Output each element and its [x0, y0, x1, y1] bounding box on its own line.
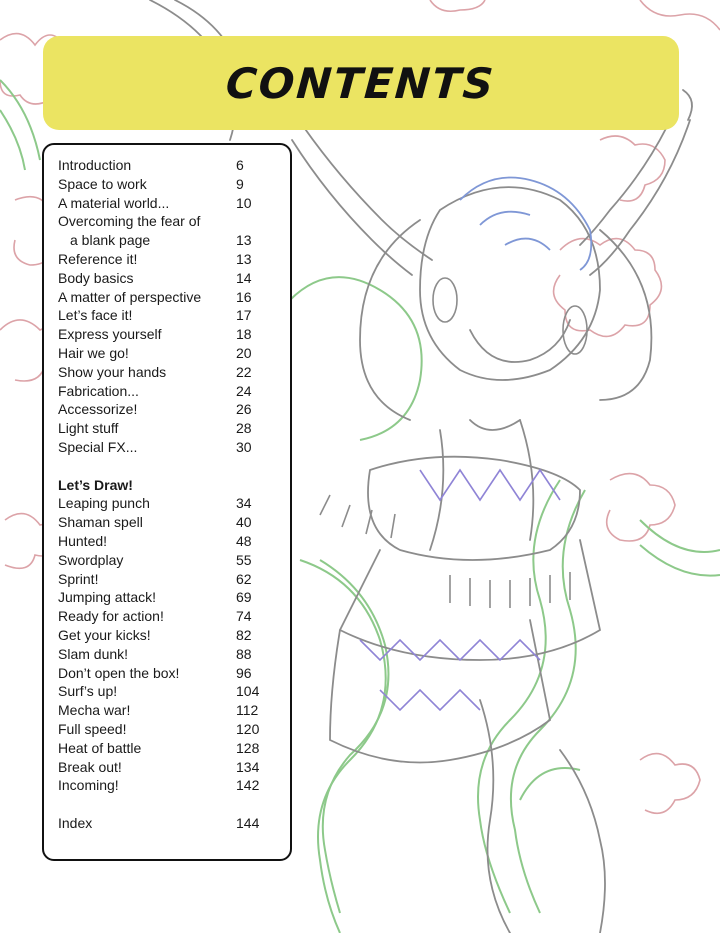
toc-entry-page: 55 — [236, 551, 252, 568]
toc-entry-title: Mecha war! — [58, 702, 131, 719]
toc-entry — [58, 720, 278, 739]
section-heading — [58, 476, 278, 495]
toc-entry — [58, 513, 278, 532]
toc-entry-page: 128 — [236, 739, 260, 756]
toc-entry-page: 34 — [236, 495, 252, 512]
toc-entry-page: 62 — [236, 570, 252, 587]
toc-entry — [58, 776, 278, 795]
toc-entry-title: Special FX... — [58, 438, 138, 455]
toc-entry — [58, 194, 278, 213]
toc-entry — [58, 382, 278, 401]
spacer — [58, 457, 278, 476]
toc-entry — [58, 306, 278, 325]
table-of-contents — [58, 156, 278, 833]
toc-entry-page: 18 — [236, 326, 252, 343]
toc-entry — [58, 156, 278, 175]
toc-entry-page: 48 — [236, 532, 252, 549]
toc-entry-page: 142 — [236, 777, 260, 794]
toc-entry — [58, 814, 278, 833]
toc-entry-title: Swordplay — [58, 551, 124, 568]
toc-entry — [58, 570, 278, 589]
toc-entry-title: A material world... — [58, 194, 170, 211]
toc-entry — [58, 645, 278, 664]
section-heading-label: Let’s Draw! — [58, 476, 133, 493]
toc-entry — [58, 419, 278, 438]
toc-entry — [58, 400, 278, 419]
toc-entry — [58, 494, 278, 513]
toc-entry-title: Introduction — [58, 157, 132, 173]
page-title: CONTENTS — [224, 58, 498, 108]
toc-entry-title: Let’s face it! — [58, 307, 133, 324]
toc-entry-page: 28 — [236, 420, 252, 437]
toc-entry-page: 88 — [236, 645, 252, 662]
toc-entry — [58, 438, 278, 457]
toc-entry-title: Jumping attack! — [58, 589, 157, 606]
toc-entry-title: Index — [58, 814, 93, 831]
toc-entry-title: Express yourself — [58, 326, 162, 343]
toc-entry — [58, 739, 278, 758]
toc-entry-title: Overcoming the fear of — [58, 213, 201, 230]
toc-entry-title: Get your kicks! — [58, 626, 151, 643]
title-banner — [43, 36, 679, 130]
toc-entry-page: 112 — [236, 702, 259, 719]
earring — [433, 278, 587, 354]
toc-entry — [58, 288, 278, 307]
toc-entry — [58, 325, 278, 344]
toc-entry — [58, 250, 278, 269]
toc-entry-page: 82 — [236, 626, 252, 643]
toc-entry-title: Heat of battle — [58, 739, 142, 756]
toc-entry-page: 120 — [236, 720, 260, 737]
toc-entry-title: Space to work — [58, 175, 147, 192]
toc-entry-title: Slam dunk! — [58, 645, 129, 662]
toc-entry — [58, 363, 278, 382]
toc-entry-page: 14 — [236, 269, 252, 286]
toc-entry-page: 13 — [236, 232, 252, 249]
toc-entry-title: Shaman spell — [58, 514, 143, 531]
toc-entry — [58, 551, 278, 570]
toc-entry-title: Break out! — [58, 758, 122, 775]
toc-entry-page: 134 — [236, 758, 260, 775]
toc-entry-title: a blank page — [70, 232, 151, 249]
toc-entry-title: Reference it! — [58, 250, 138, 267]
toc-entry-title: A matter of perspective — [58, 288, 202, 305]
toc-entry — [58, 626, 278, 645]
toc-entry-title: Light stuff — [58, 420, 119, 437]
toc-entry — [58, 269, 278, 288]
toc-entry-title: Sprint! — [58, 570, 99, 587]
toc-entry-page: 6 — [236, 157, 244, 173]
toc-entry-title: Ready for action! — [58, 608, 164, 625]
toc-entry — [58, 607, 278, 626]
toc-entry-page: 40 — [236, 514, 252, 531]
toc-entry-title: Hair we go! — [58, 344, 129, 361]
toc-entry-page: 69 — [236, 589, 252, 606]
toc-entry — [58, 344, 278, 363]
toc-entry-page: 16 — [236, 288, 252, 305]
toc-entry — [58, 701, 278, 720]
toc-entry-page: 13 — [236, 250, 252, 267]
toc-entry-page: 96 — [236, 664, 252, 681]
toc-entry-title: Don’t open the box! — [58, 664, 180, 681]
toc-entry-page: 74 — [236, 608, 252, 625]
toc-entry — [58, 212, 278, 231]
toc-entry-title: Leaping punch — [58, 495, 150, 512]
toc-entry — [58, 175, 278, 194]
toc-entry-title: Body basics — [58, 269, 134, 286]
toc-entry-page: 144 — [236, 814, 260, 831]
toc-entry — [58, 231, 278, 250]
toc-entry-title: Fabrication... — [58, 382, 139, 399]
toc-entry-page: 20 — [236, 344, 252, 361]
toc-entry — [58, 758, 278, 777]
spacer — [58, 795, 278, 814]
toc-entry-page: 26 — [236, 401, 252, 418]
toc-entry-title: Accessorize! — [58, 401, 138, 418]
toc-entry-title: Show your hands — [58, 363, 167, 380]
toc-entry-title: Incoming! — [58, 777, 119, 794]
toc-entry-page: 104 — [236, 683, 260, 700]
toc-entry-page: 9 — [236, 175, 244, 192]
toc-entry-page: 17 — [236, 307, 252, 324]
toc-entry-title: Surf’s up! — [58, 683, 118, 700]
toc-entry-page: 22 — [236, 363, 252, 380]
toc-entry — [58, 588, 278, 607]
toc-entry-title: Hunted! — [58, 532, 108, 549]
contents-panel — [42, 143, 292, 861]
toc-entry-page: 30 — [236, 438, 252, 455]
toc-entry — [58, 682, 278, 701]
toc-entry — [58, 664, 278, 683]
toc-entry-title: Full speed! — [58, 720, 127, 737]
toc-entry-page: 10 — [236, 194, 252, 211]
toc-entry-page: 24 — [236, 382, 252, 399]
toc-entry — [58, 532, 278, 551]
